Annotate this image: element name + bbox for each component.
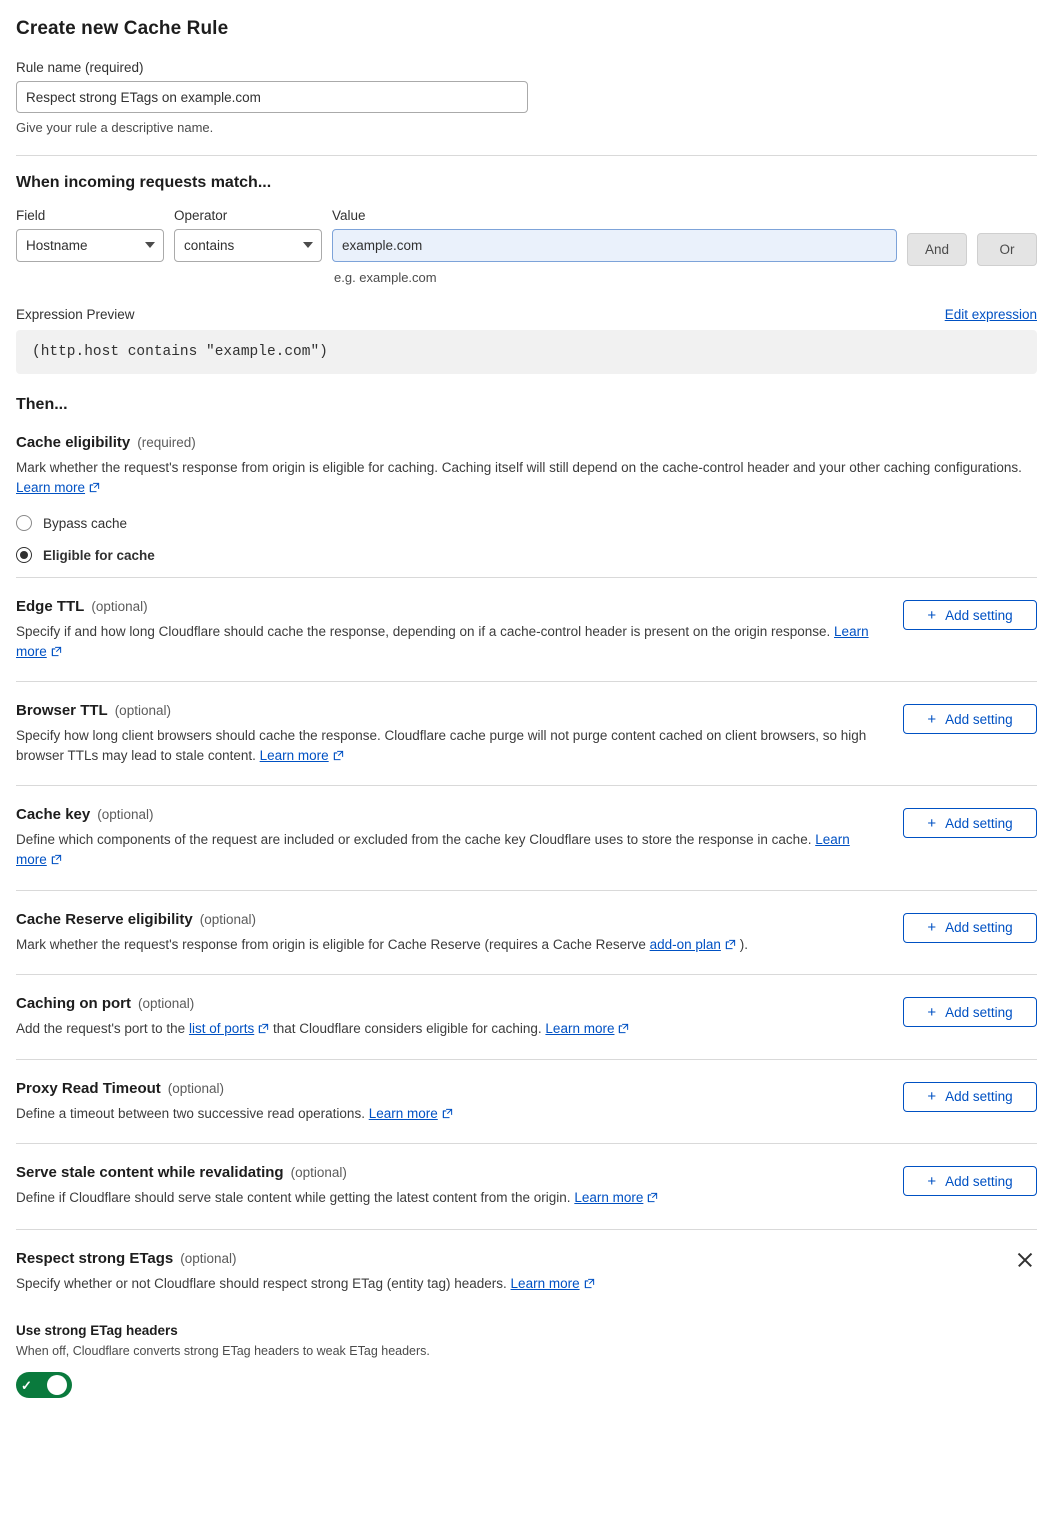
external-link-icon	[647, 1189, 658, 1209]
external-link-icon	[51, 643, 62, 663]
add-setting-proxy-read-timeout-label: Add setting	[945, 1089, 1013, 1105]
operator-select[interactable]: contains	[174, 229, 322, 262]
setting-cache-reserve-description	[16, 935, 879, 956]
plus-icon: +	[927, 1172, 937, 1190]
add-setting-cache-reserve-label: Add setting	[945, 920, 1013, 935]
external-link-icon	[725, 936, 736, 956]
setting-proxy-read-timeout-description	[16, 1104, 879, 1125]
add-setting-cache-reserve-button[interactable]	[903, 913, 1037, 943]
rule-name-group	[16, 60, 1037, 135]
expression-preview-box: (http.host contains "example.com")	[16, 330, 1037, 374]
chevron-down-icon	[145, 242, 155, 248]
setting-browser-ttl	[16, 681, 1037, 785]
setting-browser-ttl-text	[16, 702, 879, 766]
setting-respect-strong-etags-title-row	[16, 1250, 1037, 1267]
setting-edge-ttl-title: Edge TTL	[16, 598, 85, 616]
setting-browser-ttl-title-row	[16, 702, 879, 719]
radio-eligible-for-cache-label: Eligible for cache	[43, 547, 155, 563]
setting-serve-stale-content-optional: (optional)	[290, 1165, 347, 1181]
field-column	[16, 208, 164, 262]
setting-cache-key-description	[16, 830, 879, 870]
add-setting-caching-on-port-button[interactable]	[903, 997, 1037, 1027]
cache-eligibility-title: Cache eligibility	[16, 434, 131, 451]
setting-edge-ttl-learn-more-link[interactable]: Learn more	[16, 624, 869, 659]
then-heading: Then...	[16, 396, 68, 413]
divider-1	[16, 155, 1037, 156]
setting-caching-on-port-title-row	[16, 995, 879, 1012]
cache-eligibility-learn-more-link[interactable]: Learn more	[16, 479, 86, 495]
setting-edge-ttl-title-row	[16, 598, 879, 615]
setting-caching-on-port-desc-mid: that Cloudflare considers eligible for caching.	[273, 1021, 542, 1037]
cache-eligibility-required: (required)	[137, 435, 196, 450]
setting-respect-strong-etags-description	[16, 1274, 1026, 1295]
setting-respect-strong-etags	[16, 1229, 1037, 1399]
setting-cache-key-learn-more-link[interactable]: Learn more	[16, 832, 850, 867]
external-link-icon	[258, 1020, 269, 1040]
setting-cache-key-text	[16, 806, 879, 870]
setting-browser-ttl-description	[16, 726, 879, 766]
cache-reserve-addon-plan-link[interactable]: add-on plan	[649, 936, 721, 952]
add-setting-edge-ttl-button[interactable]	[903, 600, 1037, 630]
setting-cache-reserve-title: Cache Reserve eligibility	[16, 910, 193, 928]
add-setting-browser-ttl-button[interactable]	[903, 704, 1037, 734]
setting-cache-reserve-eligibility	[16, 890, 1037, 975]
setting-cache-key	[16, 785, 1037, 889]
match-heading: When incoming requests match...	[16, 174, 272, 191]
setting-serve-stale-content-title: Serve stale content while revalidating	[16, 1164, 284, 1182]
setting-proxy-read-timeout-text	[16, 1080, 879, 1125]
field-label: Field	[16, 208, 46, 223]
setting-serve-stale-content	[16, 1143, 1037, 1228]
setting-proxy-read-timeout-title-row	[16, 1080, 879, 1097]
edit-expression-link[interactable]: Edit expression	[944, 307, 1037, 322]
setting-cache-reserve-title-row	[16, 911, 879, 928]
use-strong-etag-headers-label: Use strong ETag headers	[16, 1323, 178, 1339]
value-label: Value	[332, 208, 366, 223]
setting-caching-on-port-optional: (optional)	[138, 996, 195, 1012]
matcher-row	[16, 208, 1037, 285]
add-setting-serve-stale-content-button[interactable]	[903, 1166, 1037, 1196]
external-link-icon	[584, 1275, 595, 1295]
radio-bypass-cache-label: Bypass cache	[43, 515, 128, 531]
setting-caching-on-port-text	[16, 995, 879, 1040]
or-button-wrap	[977, 208, 1037, 266]
setting-cache-key-title-row	[16, 806, 879, 823]
or-button[interactable]: Or	[977, 233, 1037, 266]
operator-column	[174, 208, 322, 262]
setting-browser-ttl-optional: (optional)	[114, 703, 171, 719]
external-link-icon	[333, 747, 344, 767]
value-hint: e.g. example.com	[334, 270, 437, 285]
add-setting-proxy-read-timeout-button[interactable]	[903, 1082, 1037, 1112]
field-select-wrap	[16, 229, 164, 262]
cache-eligibility-title-row	[16, 434, 1037, 451]
and-button-wrap	[907, 208, 967, 266]
setting-respect-strong-etags-optional: (optional)	[180, 1250, 237, 1266]
add-setting-caching-on-port-label: Add setting	[945, 1004, 1013, 1020]
and-button[interactable]: And	[907, 233, 967, 266]
setting-cache-key-desc-text: Define which components of the request are included or excluded from the cache key Cloudflare uses to store the response in cache.	[16, 832, 812, 848]
setting-browser-ttl-learn-more-link[interactable]: Learn more	[259, 747, 329, 763]
plus-icon: +	[927, 606, 937, 624]
cache-eligibility-desc-text: Mark whether the request's response from origin is eligible for caching. Caching itself will still depend on the cache-control header and your other caching configurations.	[16, 460, 1022, 475]
check-icon: ✓	[21, 1377, 32, 1393]
setting-respect-strong-etags-title: Respect strong ETags	[16, 1249, 174, 1267]
page-title: Create new Cache Rule	[16, 18, 229, 39]
setting-caching-on-port	[16, 974, 1037, 1059]
external-link-icon	[442, 1105, 453, 1125]
setting-cache-key-optional: (optional)	[97, 807, 154, 823]
setting-serve-stale-content-learn-more-link[interactable]: Learn more	[574, 1190, 644, 1206]
plus-icon: +	[927, 1088, 937, 1106]
plus-icon: +	[927, 814, 937, 832]
list-of-ports-link[interactable]: list of ports	[188, 1021, 255, 1037]
setting-edge-ttl-desc-text: Specify if and how long Cloudflare should cache the response, depending on if a cache-control header is present on the origin response.	[16, 624, 831, 640]
setting-proxy-read-timeout-title: Proxy Read Timeout	[16, 1079, 161, 1097]
rule-name-help: Give your rule a descriptive name.	[16, 120, 214, 135]
operator-label: Operator	[174, 208, 228, 223]
radio-circle-icon	[16, 515, 32, 531]
setting-serve-stale-content-text	[16, 1164, 879, 1209]
field-select[interactable]: Hostname	[16, 229, 164, 262]
plus-icon: +	[927, 710, 937, 728]
setting-edge-ttl	[16, 577, 1037, 681]
setting-proxy-read-timeout-learn-more-link[interactable]: Learn more	[368, 1105, 438, 1121]
setting-proxy-read-timeout-optional: (optional)	[167, 1080, 225, 1096]
value-column	[332, 208, 897, 285]
cache-eligibility-description	[16, 458, 1026, 498]
close-icon[interactable]	[1015, 1250, 1035, 1270]
setting-edge-ttl-text	[16, 598, 879, 662]
external-link-icon	[51, 851, 62, 871]
toggle-knob	[47, 1375, 67, 1395]
setting-respect-strong-etags-desc-text: Specify whether or not Cloudflare should respect strong ETag (entity tag) headers.	[16, 1275, 507, 1291]
add-setting-browser-ttl-label: Add setting	[945, 711, 1013, 727]
setting-cache-reserve-desc-text: Mark whether the request's response from origin is eligible for Cache Reserve (requires a Cache Reserve	[16, 936, 646, 952]
add-setting-cache-key-label: Add setting	[945, 815, 1013, 831]
setting-respect-strong-etags-learn-more-link[interactable]: Learn more	[510, 1275, 580, 1291]
setting-browser-ttl-desc-text: Specify how long client browsers should cache the response. Cloudflare cache purge will not purge content cached on client browsers, so high browser TTLs may lead to stale content.	[16, 728, 867, 763]
expression-preview-label: Expression Preview	[16, 307, 135, 322]
value-input[interactable]	[332, 229, 897, 262]
setting-proxy-read-timeout	[16, 1059, 1037, 1144]
radio-circle-selected-icon	[16, 547, 32, 563]
external-link-icon	[618, 1020, 629, 1040]
add-setting-edge-ttl-label: Add setting	[945, 607, 1013, 623]
setting-caching-on-port-title: Caching on port	[16, 995, 131, 1013]
external-link-icon	[89, 479, 100, 499]
chevron-down-icon	[303, 242, 313, 248]
setting-caching-on-port-description	[16, 1019, 879, 1040]
setting-proxy-read-timeout-desc-text: Define a timeout between two successive read operations.	[16, 1105, 365, 1121]
radio-bypass-cache[interactable]	[16, 515, 1037, 531]
setting-caching-on-port-desc-text: Add the request's port to the	[16, 1021, 186, 1037]
expression-header	[16, 307, 1037, 322]
rule-name-input[interactable]	[16, 81, 528, 113]
plus-icon: +	[927, 1003, 937, 1021]
setting-cache-reserve-optional: (optional)	[199, 911, 257, 927]
radio-eligible-for-cache[interactable]	[16, 547, 1037, 563]
spacer	[16, 563, 1037, 577]
cache-eligibility-section	[16, 434, 1037, 563]
rule-name-label: Rule name (required)	[16, 60, 144, 75]
setting-edge-ttl-optional: (optional)	[91, 599, 148, 615]
setting-cache-key-title: Cache key	[16, 806, 91, 824]
use-strong-etag-headers-help: When off, Cloudflare converts strong ETag headers to weak ETag headers.	[16, 1344, 430, 1359]
add-setting-serve-stale-content-label: Add setting	[945, 1173, 1013, 1189]
setting-cache-reserve-text	[16, 911, 879, 956]
setting-serve-stale-content-description	[16, 1188, 879, 1209]
use-strong-etag-headers-toggle[interactable]	[16, 1372, 72, 1398]
plus-icon: +	[927, 919, 937, 936]
add-setting-cache-key-button[interactable]	[903, 808, 1037, 838]
setting-serve-stale-content-desc-text: Define if Cloudflare should serve stale content while getting the latest content from the origin.	[16, 1190, 571, 1206]
setting-caching-on-port-learn-more-link[interactable]: Learn more	[545, 1021, 615, 1037]
setting-serve-stale-content-title-row	[16, 1164, 879, 1181]
setting-browser-ttl-title: Browser TTL	[16, 702, 108, 720]
setting-edge-ttl-description	[16, 622, 879, 662]
setting-cache-reserve-desc-tail: ).	[739, 936, 748, 952]
operator-select-wrap	[174, 229, 322, 262]
